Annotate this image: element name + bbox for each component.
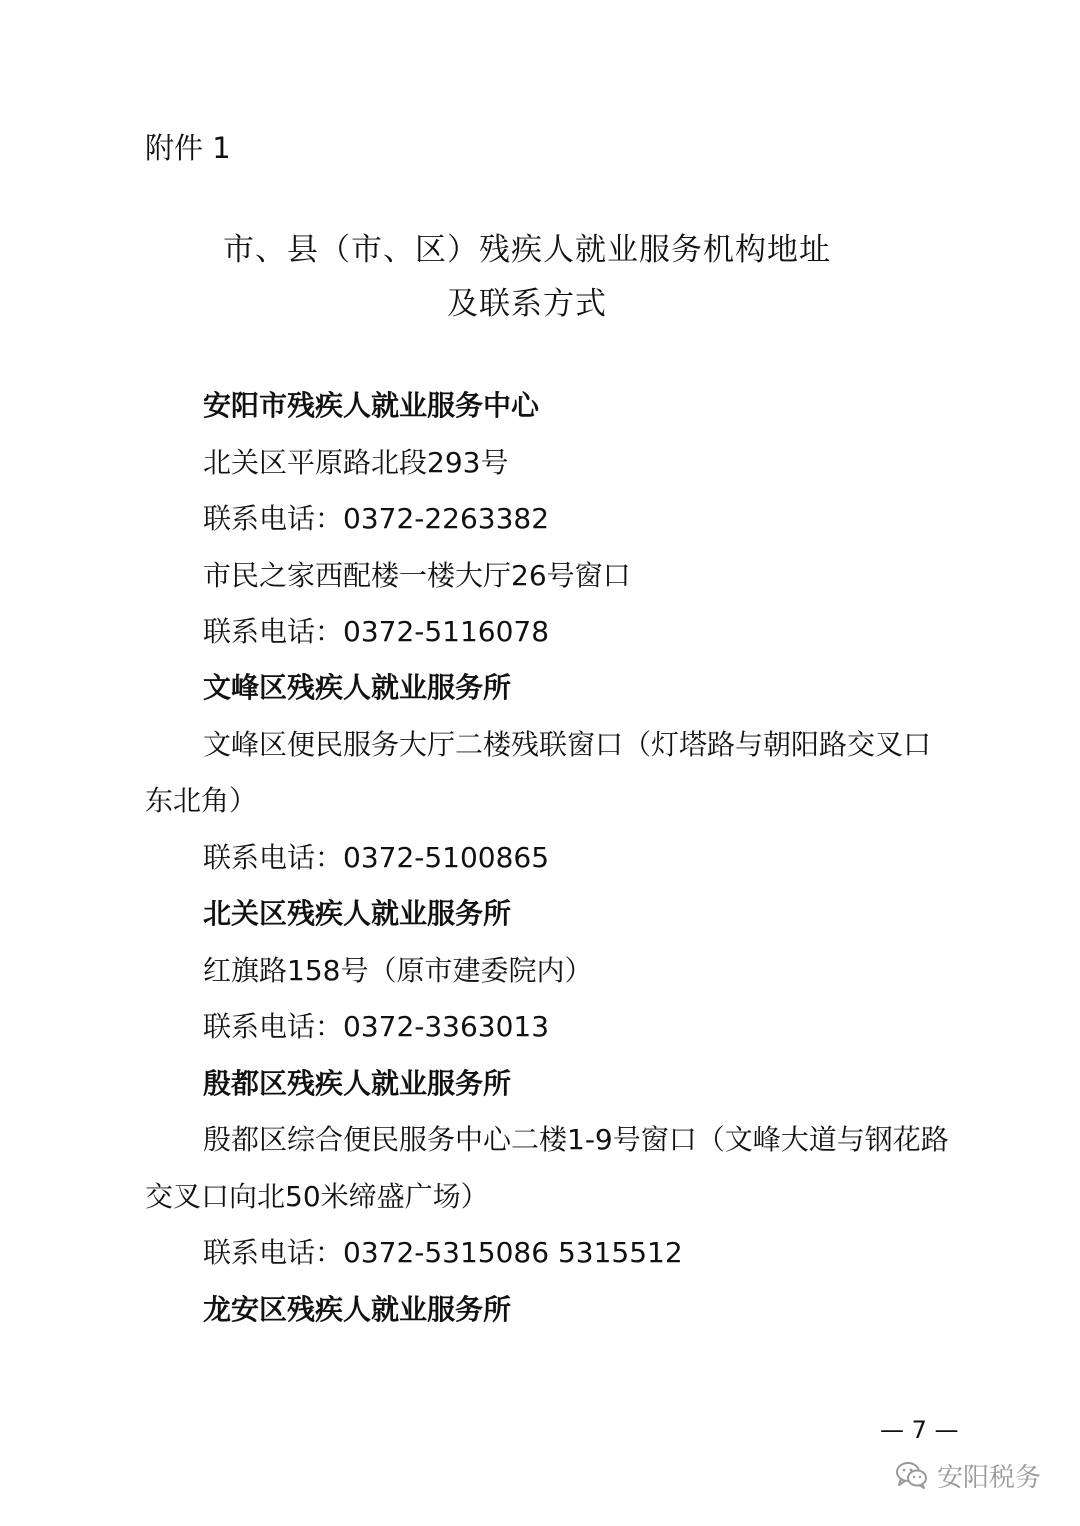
address-line: 殷都区综合便民服务中心二楼1-9号窗口（文峰大道与钢花路 bbox=[203, 1123, 949, 1156]
org-name-longan: 龙安区残疾人就业服务所 bbox=[203, 1293, 512, 1326]
watermark-text: 安阳税务 bbox=[937, 1462, 1042, 1493]
address-line: 市民之家西配楼一楼大厅26号窗口 bbox=[203, 559, 631, 592]
phone-line: 联系电话：0372-5315086 5315512 bbox=[203, 1236, 683, 1269]
phone-line: 联系电话：0372-5100865 bbox=[203, 841, 550, 874]
address-line-continued: 交叉口向北50米缔盛广场） bbox=[145, 1180, 489, 1213]
watermark bbox=[895, 1455, 1041, 1495]
phone-line: 联系电话：0372-2263382 bbox=[203, 502, 550, 535]
org-name-yindu: 殷都区残疾人就业服务所 bbox=[203, 1067, 512, 1100]
address-line: 北关区平原路北段293号 bbox=[203, 446, 509, 479]
address-line: 红旗路158号（原市建委院内） bbox=[203, 954, 593, 987]
document-title-line-2: 及联系方式 bbox=[447, 286, 607, 322]
org-name-beiguan: 北关区残疾人就业服务所 bbox=[203, 897, 512, 930]
address-line-continued: 东北角） bbox=[145, 784, 258, 817]
org-name-anyang-center: 安阳市残疾人就业服务中心 bbox=[203, 389, 540, 422]
wechat-icon bbox=[895, 1460, 929, 1490]
phone-line: 联系电话：0372-5116078 bbox=[203, 615, 550, 648]
address-line: 文峰区便民服务大厅二楼残联窗口（灯塔路与朝阳路交叉口 bbox=[203, 728, 932, 761]
document-title-line-1: 市、县（市、区）残疾人就业服务机构地址 bbox=[223, 232, 831, 268]
phone-line: 联系电话：0372-3363013 bbox=[203, 1010, 550, 1043]
page-number: — 7 — bbox=[880, 1416, 959, 1444]
org-name-wenfeng: 文峰区残疾人就业服务所 bbox=[203, 671, 512, 704]
attachment-label: 附件 1 bbox=[145, 131, 231, 165]
